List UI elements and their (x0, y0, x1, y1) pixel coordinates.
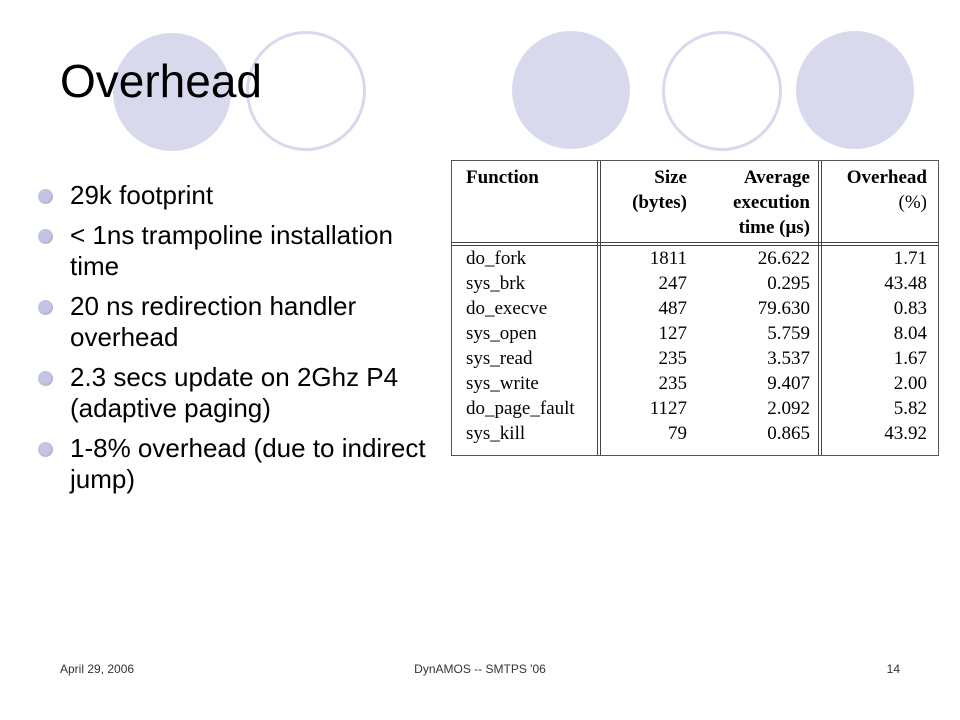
cell-size: 235 (658, 373, 687, 394)
footer-page-number: 14 (886, 662, 900, 676)
bullet-item (38, 433, 438, 495)
bullet-icon (38, 371, 53, 386)
bullet-icon (38, 229, 53, 244)
cell-overhead: 1.67 (893, 348, 927, 369)
bullet-text: < 1ns trampoline installation time (70, 220, 394, 281)
cell-overhead: 5.82 (893, 398, 927, 419)
bullet-item (38, 291, 438, 353)
cell-overhead: 8.04 (893, 323, 927, 344)
cell-time: 3.537 (767, 348, 810, 369)
bullet-text: 20 ns redirection handler overhead (70, 291, 357, 352)
cell-overhead: 1.71 (893, 248, 927, 269)
decorative-ring (246, 31, 366, 151)
bullet-icon (38, 300, 53, 315)
cell-overhead: 43.92 (884, 423, 927, 444)
bullet-item (38, 362, 438, 424)
overhead-table (451, 160, 939, 456)
cell-function: do_fork (466, 248, 527, 269)
cell-time: 2.092 (767, 398, 810, 419)
header-size: Size (654, 167, 687, 188)
cell-size: 1127 (649, 398, 687, 419)
cell-function: sys_kill (466, 423, 526, 444)
header-time: time (μs) (738, 217, 810, 238)
cell-size: 79 (668, 423, 687, 444)
bullet-icon (38, 189, 53, 204)
cell-overhead: 0.83 (893, 298, 927, 319)
cell-size: 487 (658, 298, 687, 319)
footer-date: April 29, 2006 (60, 662, 135, 676)
header-overhead-unit: (%) (898, 192, 927, 213)
cell-function: sys_brk (466, 273, 526, 294)
header-size-unit: (bytes) (632, 192, 687, 213)
bullet-list (38, 180, 438, 504)
slide-title: Overhead (60, 55, 263, 107)
bullet-item (38, 220, 438, 282)
header-average: Average (743, 167, 810, 188)
bullet-item (38, 180, 438, 211)
decorative-circle (512, 31, 630, 149)
bullet-text: 2.3 secs update on 2Ghz P4 (adaptive paging) (70, 362, 399, 423)
header-overhead: Overhead (846, 167, 927, 188)
cell-time: 0.295 (767, 273, 810, 294)
decorative-circle (796, 31, 914, 149)
bullet-text: 1-8% overhead (due to indirect jump) (70, 433, 426, 494)
cell-function: sys_write (466, 373, 539, 394)
cell-function: do_execve (466, 298, 548, 319)
cell-overhead: 2.00 (893, 373, 927, 394)
cell-size: 1811 (649, 248, 687, 269)
cell-size: 235 (658, 348, 687, 369)
cell-function: sys_read (466, 348, 533, 369)
cell-time: 0.865 (767, 423, 810, 444)
cell-time: 79.630 (757, 298, 810, 319)
cell-size: 127 (658, 323, 687, 344)
cell-function: sys_open (466, 323, 537, 344)
bullet-text: 29k footprint (70, 180, 214, 210)
cell-time: 5.759 (767, 323, 810, 344)
footer-title: DynAMOS -- SMTPS '06 (414, 662, 546, 676)
cell-function: do_page_fault (466, 398, 575, 419)
header-function: Function (466, 167, 539, 188)
cell-time: 9.407 (767, 373, 810, 394)
bullet-icon (38, 442, 53, 457)
header-execution: execution (732, 192, 810, 213)
decorative-ring (662, 31, 782, 151)
cell-overhead: 43.48 (884, 273, 927, 294)
cell-size: 247 (658, 273, 687, 294)
cell-time: 26.622 (757, 248, 810, 269)
